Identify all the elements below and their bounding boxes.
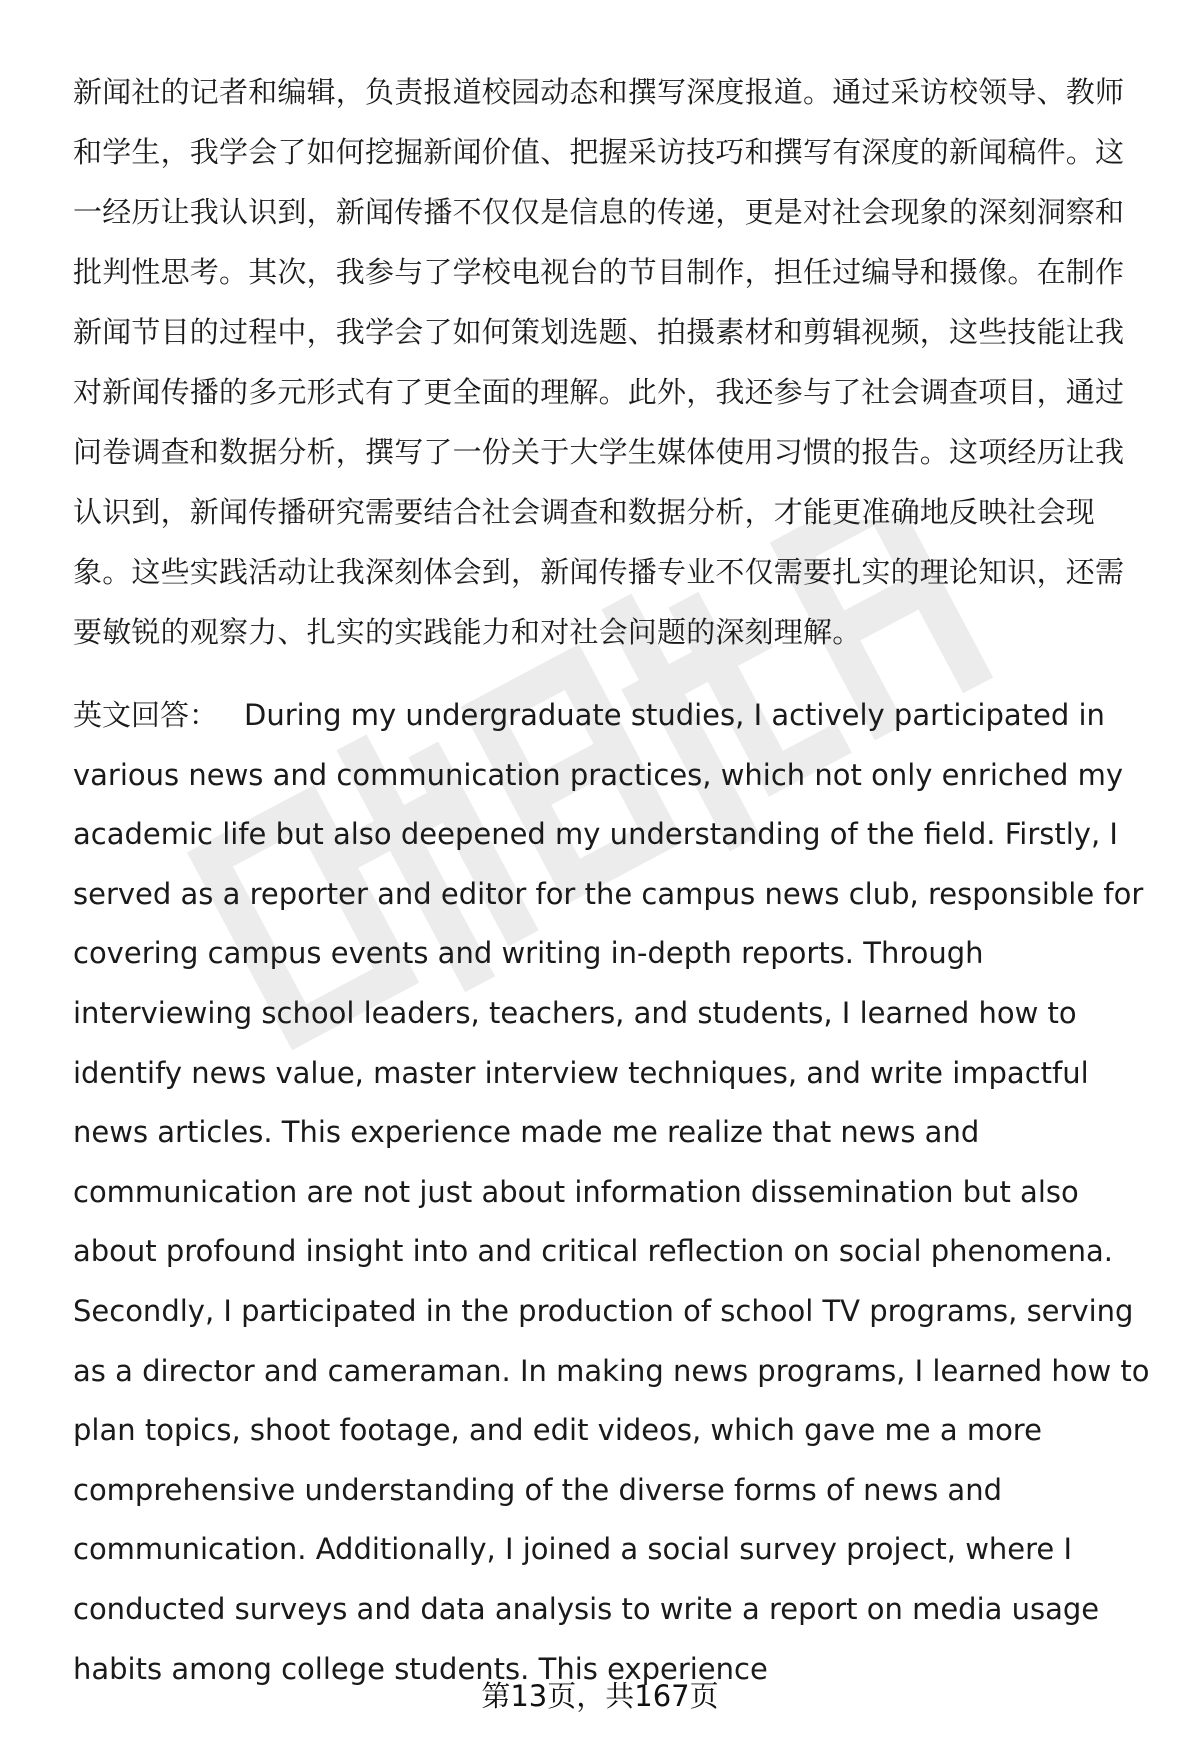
page-number-footer: 第13页，共167页 bbox=[481, 1679, 719, 1713]
document-body bbox=[73, 62, 1153, 1699]
english-answer-label: 英文回答： bbox=[73, 698, 219, 732]
chinese-answer-paragraph: 新闻社的记者和编辑，负责报道校园动态和撰写深度报道。通过采访校领导、教师和学生，我学会了如何挖掘新闻价值、把握采访技巧和撰写有深度的新闻稿件。这一经历让我认识到，新闻传播不仅仅是信息的传递，更是对社会现象的深刻洞察和批判性思考。其次，我参与了学校电视台的节目制作，担任过编导和摄像。在制作新闻节目的过程中，我学会了如何策划选题、拍摄素材和剪辑视频，这些技能让我对新闻传播的多元形式有了更全面的理解。此外，我还参与了社会调查项目，通过问卷调查和数据分析，撰写了一份关于大学生媒体使用习惯的报告。这项经历让我认识到，新闻传播研究需要结合社会调查和数据分析，才能更准确地反映社会现象。这些实践活动让我深刻体会到，新闻传播专业不仅需要扎实的理论知识，还需要敏锐的观察力、扎实的实践能力和对社会问题的深刻理解。 bbox=[73, 75, 1125, 649]
english-answer-paragraph bbox=[73, 686, 1153, 1699]
english-answer-text: During my undergraduate studies, I actively participated in various news and communication practices, which not only enriched my academic life but also deepened my understanding of the field. Firstly, I served as a reporter and editor for the campus news club, responsible for covering campus events and writing in-depth reports. Through interviewing school leaders, teachers, and students, I learned how to identify news value, master interview techniques, and write impactful news articles. This experience made me realize that news and communication are not just about information dissemination but also about profound insight into and critical reflection on social phenomena. Secondly, I participated in the production of school TV programs, serving as a director and cameraman. In making news programs, I learned how to plan topics, shoot footage, and edit videos, which gave me a more comprehensive understanding of the diverse forms of news and communication. Additionally, I joined a social survey project, where I conducted surveys and data analysis to write a report on media usage habits among college students. This experience bbox=[73, 698, 1150, 1686]
